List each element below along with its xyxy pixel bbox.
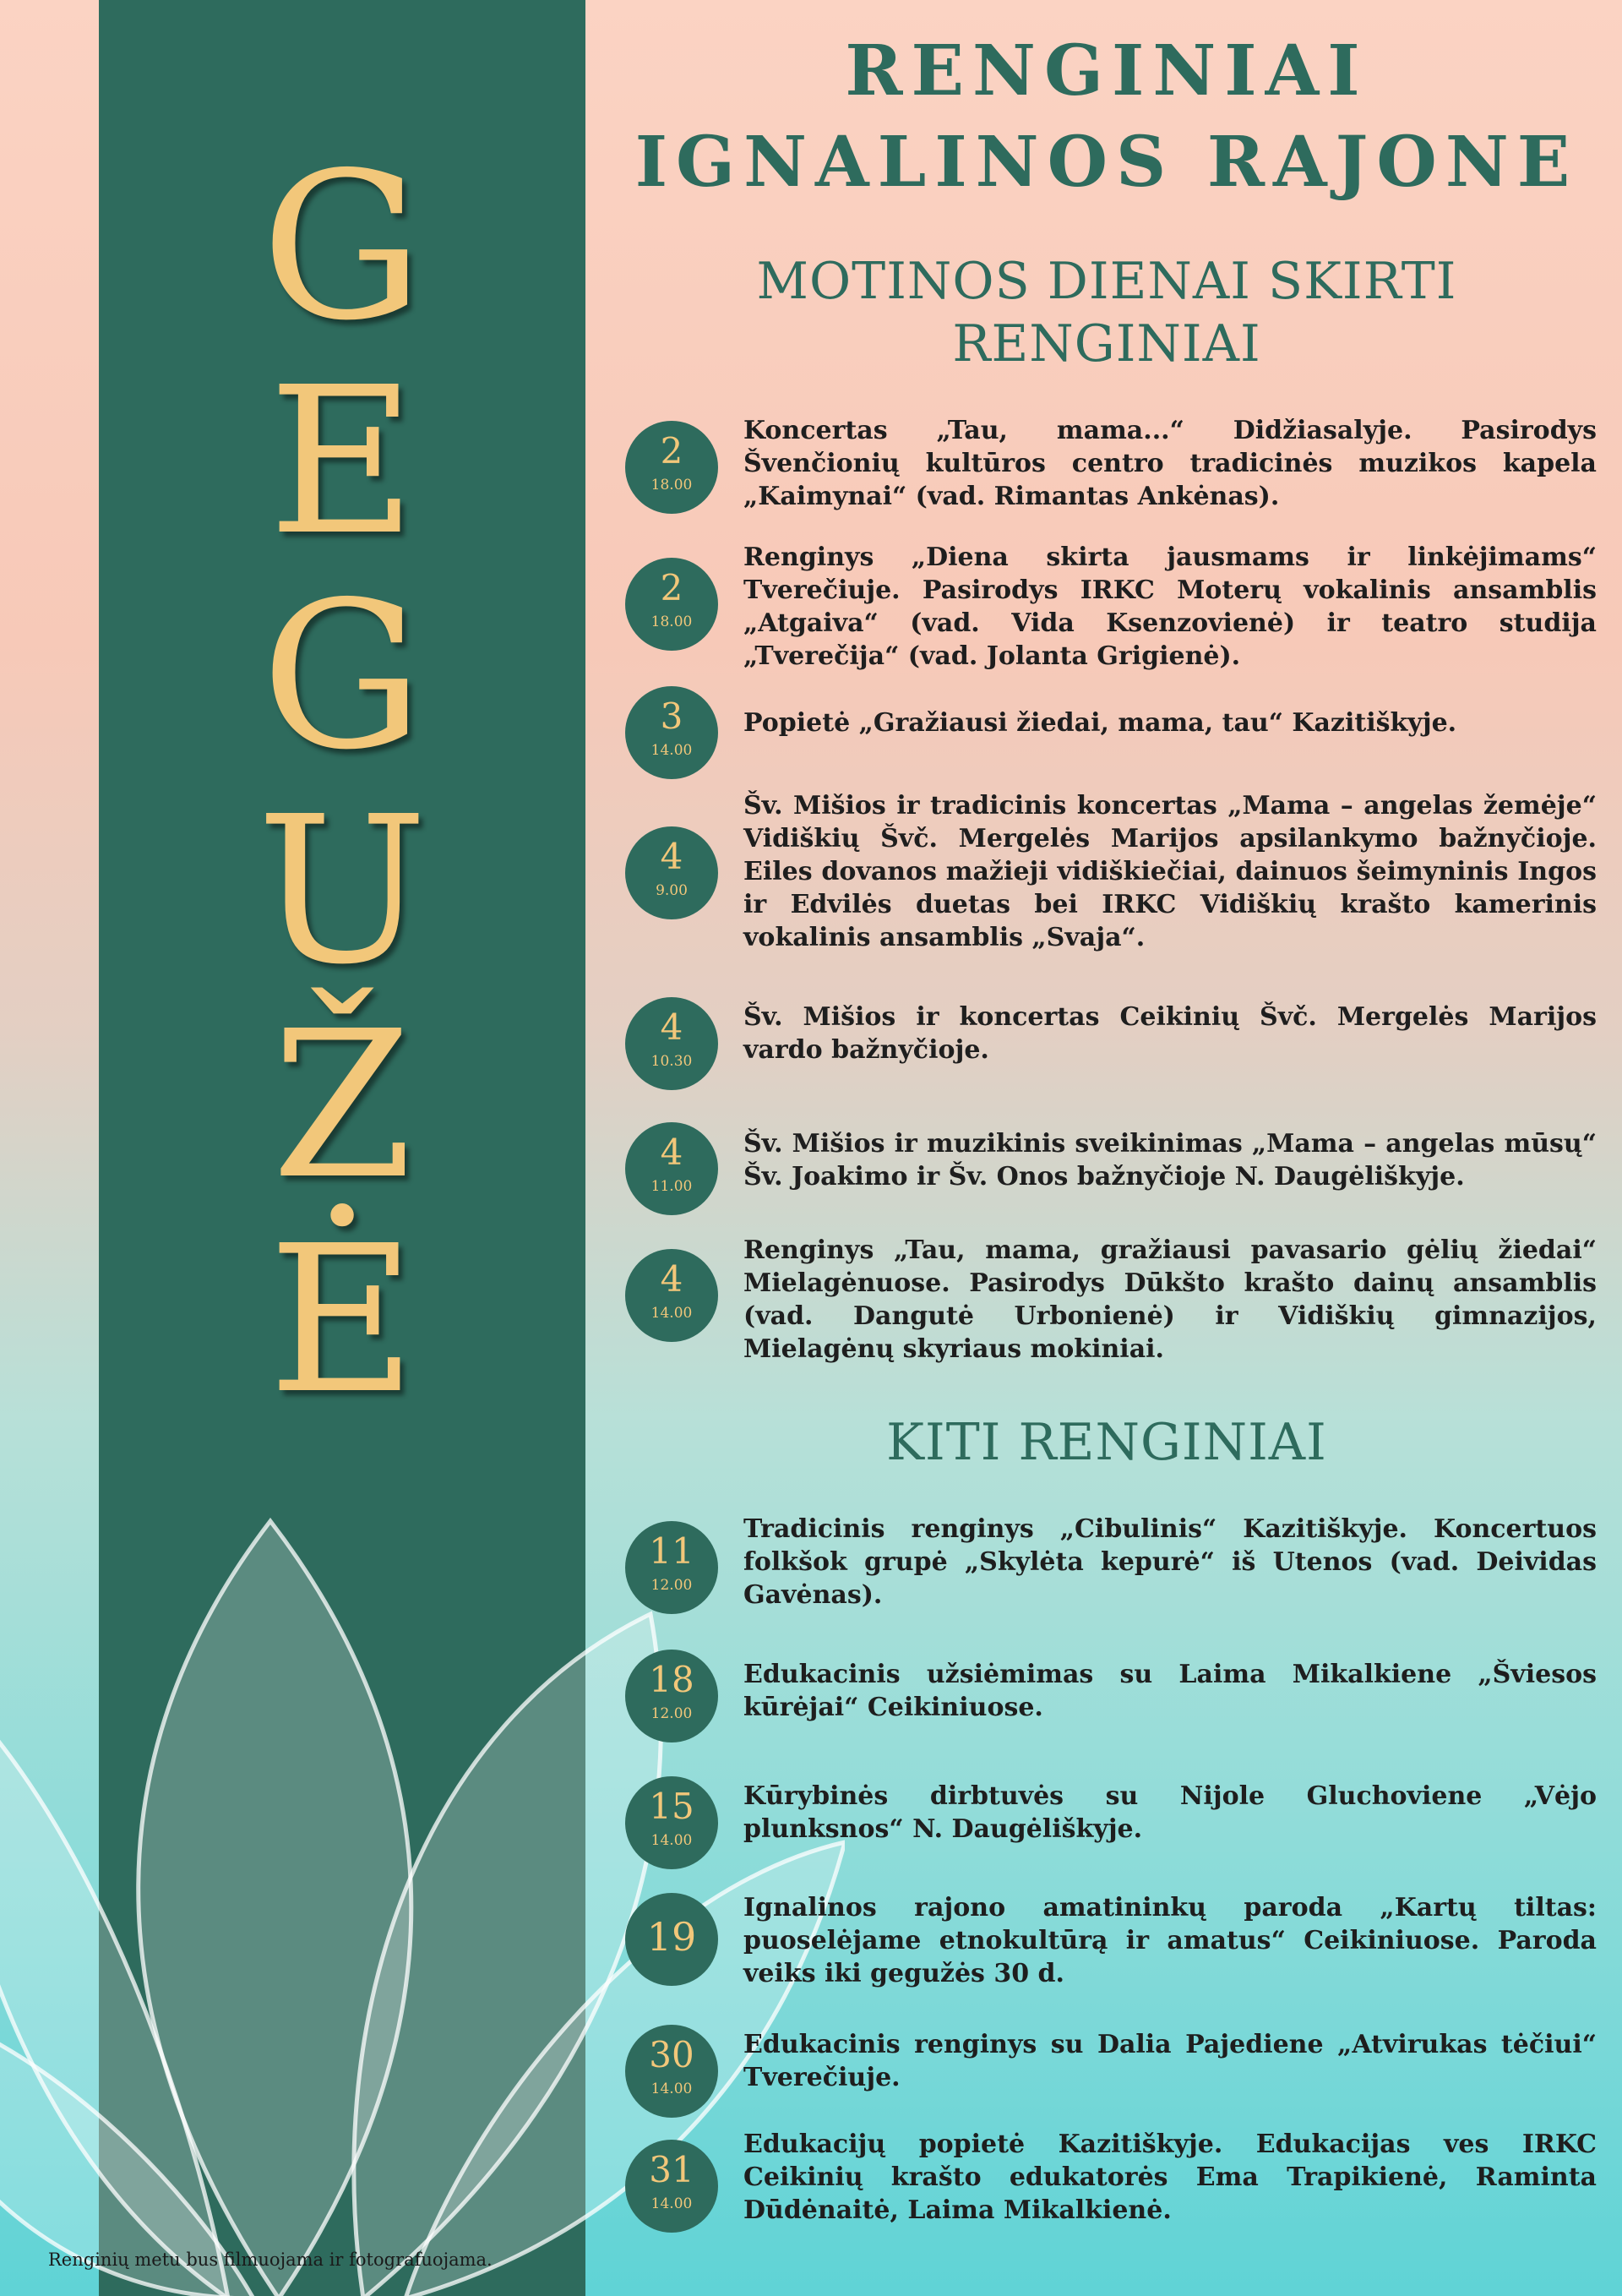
page-title-line1: RENGINIAI [845, 30, 1369, 112]
event-day: 19 [646, 1914, 697, 1960]
event-day: 3 [660, 695, 683, 737]
event-description: Edukacijų popietė Kazitiškyje. Edukacijas ves IRKC Ceikinių krašto edukatorės Ema Trapikienė, Raminta Dūdėnaitė, Laima Mikalkienė. [743, 2130, 1597, 2225]
event-description: Šv. Mišios ir muzikinis sveikinimas „Mama – angelas mūsų“ Šv. Joakimo ir Šv. Onos bažnyčioje N. Daugėliškyje. [743, 1129, 1597, 1192]
event-description: Renginys „Diena skirta jausmams ir linkėjimams“ Tverečiuje. Pasirodys IRKC Moterų vokalinis ansamblis „Atgaiva“ (vad. Vida Ksenzovienė) ir teatro studija „Tverečija“ (vad. Jolanta Grigienė). [743, 543, 1597, 671]
section-title-other [608, 1411, 1605, 1474]
date-badge [625, 1122, 718, 1215]
date-badge [625, 1650, 718, 1742]
event-day: 2 [660, 567, 683, 608]
event-description: Koncertas „Tau, mama...“ Didžiasalyje. Pasirodys Švenčionių kultūros centro tradicinės muzikos kapela „Kaimynai“ (vad. Rimantas Ankėnas). [743, 416, 1597, 511]
event-time: 12.00 [650, 1705, 693, 1722]
event-description: Edukacinis užsiėmimas su Laima Mikalkiene „Šviesos kūrėjai“ Ceikiniuose. [743, 1660, 1597, 1722]
section-title-line2: RENGINIAI [952, 314, 1261, 374]
vertical-letter: G [261, 558, 423, 794]
vertical-letter: E [268, 343, 416, 580]
event-description: Tradicinis renginys „Cibulinis“ Kazitiškyje. Koncertuos folkšok grupė „Skylėta kepurė“ iš Utenos (vad. Deividas Gavėnas). [743, 1514, 1597, 1610]
date-badge [625, 421, 718, 514]
event-time: 18.00 [650, 614, 693, 630]
event-day: 4 [660, 1006, 683, 1048]
date-badge [625, 1776, 718, 1869]
section-title-line1: KITI RENGINIAI [886, 1413, 1327, 1472]
event-description: Ignalinos rajono amatininkų paroda „Kartų tiltas: puoselėjame etnokultūrą ir amatus“ Ceikiniuose. Paroda veiks iki gegužės 30 d. [743, 1893, 1597, 1988]
date-badge [625, 1893, 718, 1986]
event-time: 11.00 [650, 1178, 693, 1195]
lotus-icon [0, 1487, 845, 2296]
event-day: 18 [649, 1659, 694, 1700]
date-badge [625, 826, 718, 919]
event-day: 30 [649, 2034, 694, 2075]
event-day: 11 [649, 1530, 694, 1572]
page-title [608, 25, 1605, 208]
event-time: 14.00 [650, 2081, 693, 2097]
event-description: Šv. Mišios ir koncertas Ceikinių Švč. Mergelės Marijos vardo bažnyčioje. [743, 1002, 1597, 1065]
vertical-month-word [99, 128, 585, 1438]
footer-note: Renginių metu bus filmuojama ir fotografuojama. [48, 2250, 493, 2270]
date-badge [625, 997, 718, 1090]
event-day: 15 [649, 1786, 694, 1827]
event-time: 14.00 [650, 742, 693, 759]
event-description: Popietė „Gražiausi žiedai, mama, tau“ Kazitiškyje. [743, 708, 1457, 738]
vertical-letter: Ž [271, 987, 413, 1224]
section-title-line1: MOTINOS DIENAI SKIRTI [756, 252, 1457, 311]
date-badge [625, 558, 718, 651]
event-description: Edukacinis renginys su Dalia Pajediene „Atvirukas tėčiui“ Tverečiuje. [743, 2030, 1597, 2092]
event-day: 31 [649, 2149, 694, 2190]
section-title-mothers-day [608, 250, 1605, 375]
event-day: 4 [660, 1258, 683, 1300]
page-title-line2: IGNALINOS RAJONE [634, 122, 1579, 203]
date-badge [625, 1249, 718, 1342]
event-day: 4 [660, 1132, 683, 1173]
date-badge [625, 686, 718, 779]
event-day: 2 [660, 430, 683, 472]
event-description: Kūrybinės dirbtuvės su Nijole Gluchoviene „Vėjo plunksnos“ N. Daugėliškyje. [743, 1781, 1597, 1844]
event-description: Šv. Mišios ir tradicinis koncertas „Mama – angelas žemėje“ Vidiškių Švč. Mergelės Marijos apsilankymo bažnyčioje. Eiles dovanos mažieji vidiškiečiai, dainuos šeimyninis Ingos ir Edvilės duetas bei IRKC Vidiškių krašto kamerinis vokalinis ansamblis „Svaja“. [743, 791, 1597, 952]
vertical-letter: G [261, 128, 423, 365]
date-badge [625, 2140, 718, 2233]
date-badge [625, 1521, 718, 1614]
event-time: 14.00 [650, 1305, 693, 1322]
event-description: Renginys „Tau, mama, gražiausi pavasario gėlių žiedai“ Mielagėnuose. Pasirodys Dūkšto krašto dainų ansamblis (vad. Dangutė Urbonienė) ir Vidiškių gimnazijos, Mielagėnų skyriaus mokiniai. [743, 1235, 1597, 1364]
vertical-letter: Ė [268, 1202, 416, 1438]
event-time: 12.00 [650, 1577, 693, 1594]
event-day: 4 [660, 836, 683, 877]
event-time: 18.00 [650, 477, 693, 494]
event-time: 14.00 [650, 1832, 693, 1849]
date-badge [625, 2025, 718, 2118]
event-time: 9.00 [656, 882, 688, 899]
vertical-letter: U [256, 772, 428, 1009]
event-time: 14.00 [650, 2195, 693, 2212]
event-time: 10.30 [650, 1053, 693, 1070]
